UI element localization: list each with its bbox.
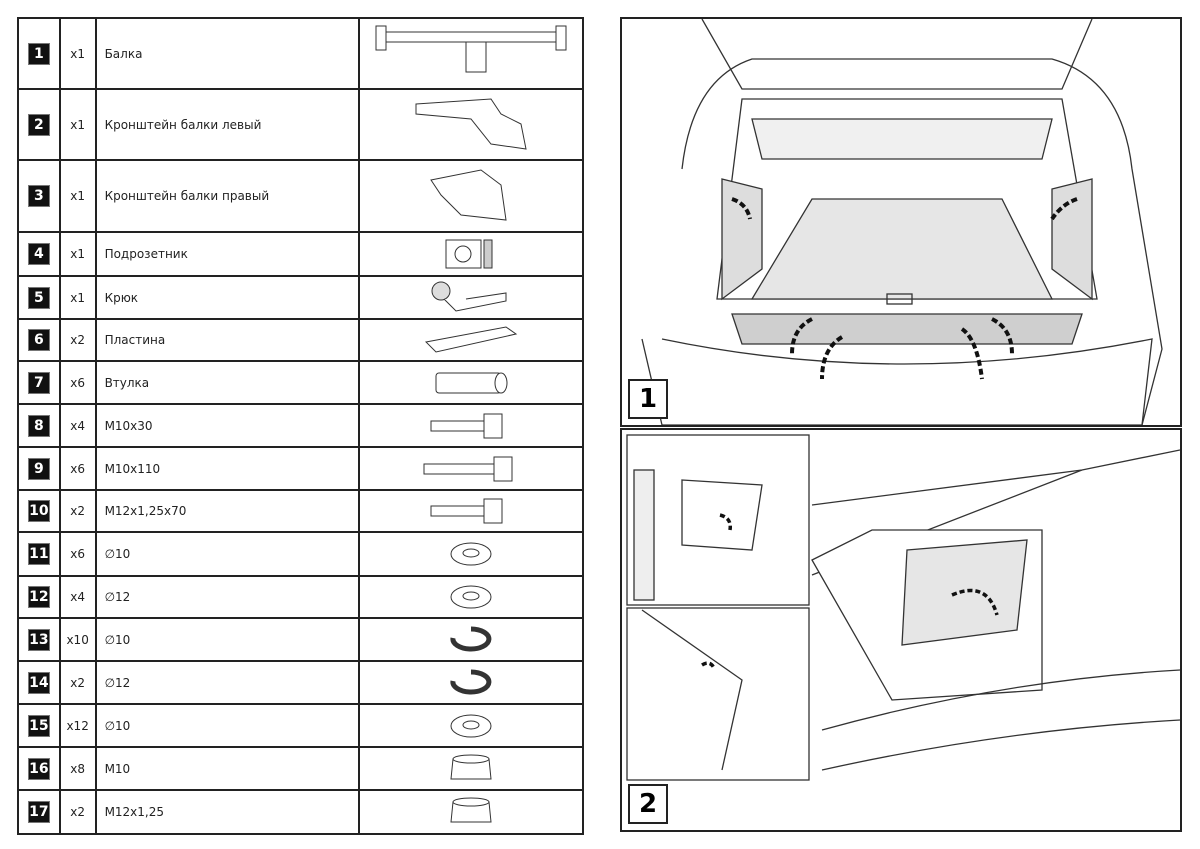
part-number-cell (18, 490, 60, 532)
part-number-cell (18, 361, 60, 404)
part-number-badge: 4 (28, 243, 50, 265)
part-name: ∅10 (96, 532, 360, 576)
part-name: Крюк (96, 276, 360, 319)
part-image-cell (359, 18, 583, 89)
part-row (18, 576, 583, 618)
part-quantity: x2 (60, 490, 96, 532)
part-row (18, 704, 583, 747)
part-number-cell (18, 232, 60, 276)
part-quantity: x8 (60, 747, 96, 790)
part-name: Балка (96, 18, 360, 89)
spring-washer-icon (360, 623, 582, 657)
part-quantity: x6 (60, 447, 96, 490)
part-number-cell (18, 704, 60, 747)
part-quantity: x1 (60, 89, 96, 160)
part-row (18, 404, 583, 447)
part-image-cell (359, 747, 583, 790)
part-quantity: x4 (60, 576, 96, 618)
part-row (18, 232, 583, 276)
part-row (18, 447, 583, 490)
part-quantity: x1 (60, 18, 96, 89)
part-image-cell (359, 532, 583, 576)
part-image-cell (359, 447, 583, 490)
spring-washer-icon (360, 666, 582, 700)
part-number-cell (18, 661, 60, 704)
part-quantity: x12 (60, 704, 96, 747)
part-number-cell (18, 576, 60, 618)
part-row (18, 618, 583, 661)
part-row (18, 18, 583, 89)
tow-ball-icon (360, 279, 582, 317)
part-quantity: x1 (60, 160, 96, 232)
part-number-badge: 10 (28, 500, 50, 522)
part-quantity: x6 (60, 361, 96, 404)
part-image-cell (359, 661, 583, 704)
part-quantity: x2 (60, 790, 96, 834)
part-number-cell (18, 276, 60, 319)
step-2-illustration (620, 428, 1182, 832)
part-image-cell (359, 319, 583, 361)
plate-icon (360, 322, 582, 358)
part-name: ∅12 (96, 576, 360, 618)
bolt-long-icon (360, 451, 582, 487)
part-number-cell (18, 747, 60, 790)
nut-icon (360, 794, 582, 830)
part-image-cell (359, 618, 583, 661)
side-panel-bolts-drawing (622, 430, 1180, 830)
beam-icon (360, 24, 582, 84)
part-image-cell (359, 276, 583, 319)
part-name: Кронштейн балки правый (96, 160, 360, 232)
part-number-badge: 7 (28, 372, 50, 394)
part-quantity: x6 (60, 532, 96, 576)
part-quantity: x10 (60, 618, 96, 661)
step-number: 2 (628, 784, 668, 824)
part-name: ∅10 (96, 704, 360, 747)
part-name: Втулка (96, 361, 360, 404)
sleeve-icon (360, 365, 582, 401)
part-number-badge: 15 (28, 715, 50, 737)
part-image-cell (359, 404, 583, 447)
part-quantity: x4 (60, 404, 96, 447)
part-number-badge: 3 (28, 185, 50, 207)
part-number-badge: 8 (28, 415, 50, 437)
bolt-icon (360, 493, 582, 529)
part-row (18, 361, 583, 404)
part-number-badge: 9 (28, 458, 50, 480)
part-number-cell (18, 618, 60, 661)
trunk-floor-removal-drawing (622, 19, 1180, 425)
part-image-cell (359, 490, 583, 532)
part-image-cell (359, 361, 583, 404)
part-image-cell (359, 232, 583, 276)
bracket-left-icon (360, 94, 582, 156)
bracket-right-icon (360, 165, 582, 227)
part-quantity: x2 (60, 661, 96, 704)
part-name: Кронштейн балки левый (96, 89, 360, 160)
bolt-icon (360, 408, 582, 444)
step-number: 1 (628, 379, 668, 419)
part-number-badge: 14 (28, 672, 50, 694)
part-image-cell (359, 790, 583, 834)
part-row (18, 661, 583, 704)
part-name: ∅12 (96, 661, 360, 704)
part-number-cell (18, 532, 60, 576)
part-name: M12x1,25x70 (96, 490, 360, 532)
part-number-badge: 1 (28, 43, 50, 65)
part-number-badge: 11 (28, 543, 50, 565)
part-name: M10x30 (96, 404, 360, 447)
part-name: Подрозетник (96, 232, 360, 276)
part-quantity: x2 (60, 319, 96, 361)
nut-icon (360, 751, 582, 787)
part-row (18, 532, 583, 576)
part-name: M10 (96, 747, 360, 790)
part-row (18, 747, 583, 790)
part-number-cell (18, 160, 60, 232)
part-number-badge: 12 (28, 586, 50, 608)
part-image-cell (359, 89, 583, 160)
part-row (18, 790, 583, 834)
part-image-cell (359, 160, 583, 232)
part-row (18, 89, 583, 160)
washer-icon (360, 709, 582, 743)
part-quantity: x1 (60, 232, 96, 276)
part-name: Пластина (96, 319, 360, 361)
part-number-badge: 16 (28, 758, 50, 780)
part-quantity: x1 (60, 276, 96, 319)
parts-table (17, 17, 584, 835)
part-number-cell (18, 790, 60, 834)
washer-icon (360, 580, 582, 614)
socket-plate-icon (360, 235, 582, 273)
part-name: M10x110 (96, 447, 360, 490)
part-row (18, 490, 583, 532)
part-image-cell (359, 576, 583, 618)
part-row (18, 160, 583, 232)
part-number-cell (18, 404, 60, 447)
part-number-badge: 5 (28, 287, 50, 309)
step-1-illustration (620, 17, 1182, 427)
part-number-badge: 13 (28, 629, 50, 651)
part-name: M12x1,25 (96, 790, 360, 834)
part-number-badge: 2 (28, 114, 50, 136)
part-number-cell (18, 319, 60, 361)
part-row (18, 319, 583, 361)
part-number-cell (18, 18, 60, 89)
part-image-cell (359, 704, 583, 747)
part-name: ∅10 (96, 618, 360, 661)
part-number-badge: 17 (28, 801, 50, 823)
part-row (18, 276, 583, 319)
part-number-cell (18, 447, 60, 490)
part-number-badge: 6 (28, 329, 50, 351)
part-number-cell (18, 89, 60, 160)
washer-icon (360, 537, 582, 571)
